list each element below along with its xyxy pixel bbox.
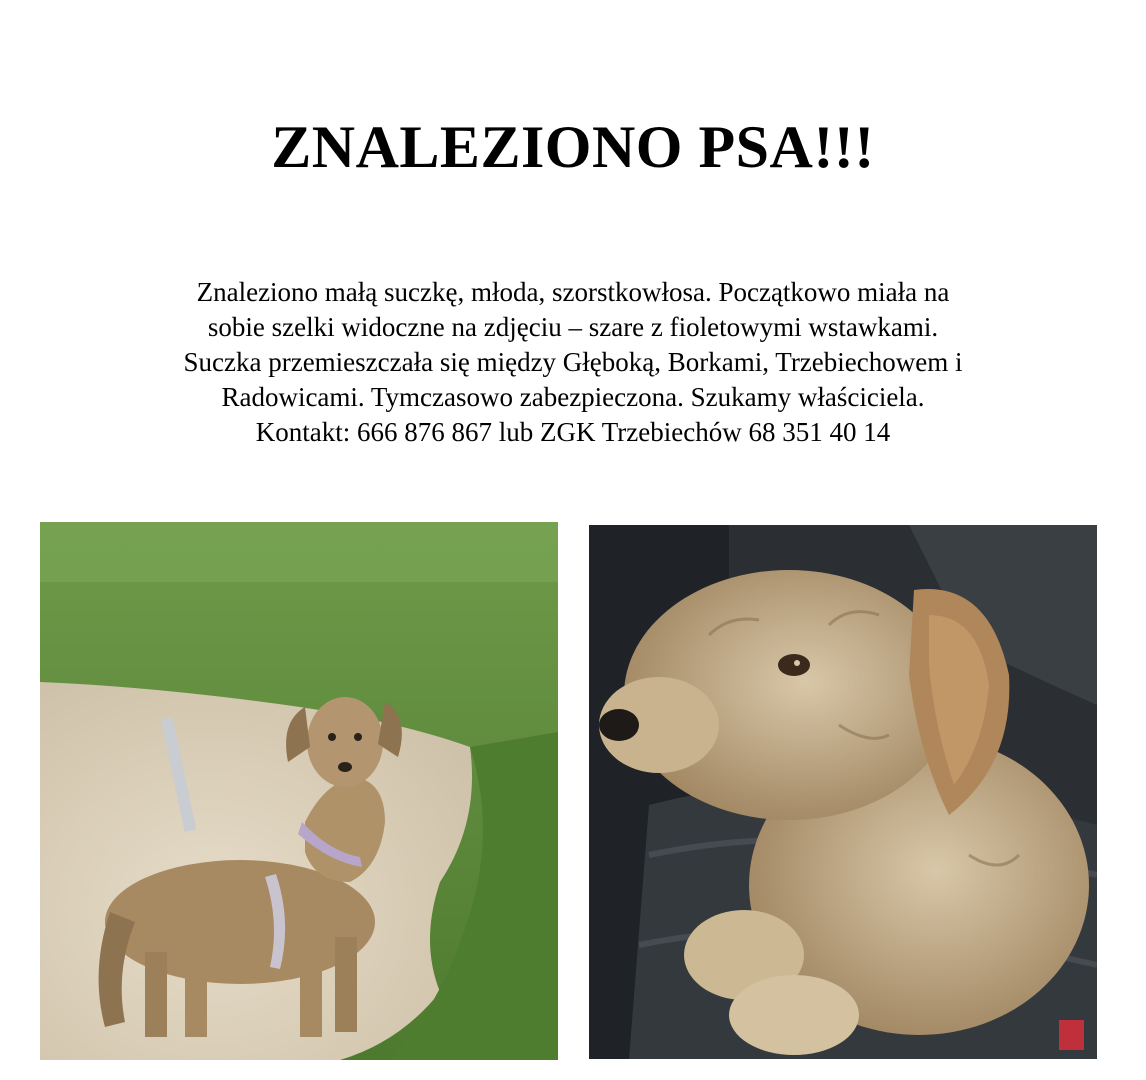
description-line: Radowicami. Tymczasowo zabezpieczona. Szukamy właściciela.	[221, 382, 925, 412]
dog-photo-standing	[40, 522, 558, 1060]
poster-description	[60, 275, 1086, 450]
description-line: Znaleziono małą suczkę, młoda, szorstkowłosa. Początkowo miała na	[196, 277, 950, 307]
description-line: Suczka przemieszczała się między Głęboką, Borkami, Trzebiechowem i	[183, 347, 963, 377]
dog-photo-car-seat	[589, 525, 1097, 1059]
description-line: sobie szelki widoczne na zdjęciu – szare z fioletowymi wstawkami.	[207, 312, 939, 342]
contact-line: Kontakt: 666 876 867 lub ZGK Trzebiechów 68 351 40 14	[255, 417, 891, 447]
poster-title: ZNALEZIONO PSA!!!	[271, 114, 875, 180]
dog-standing-illustration	[40, 522, 558, 1060]
dog-car-seat-illustration	[589, 525, 1097, 1059]
